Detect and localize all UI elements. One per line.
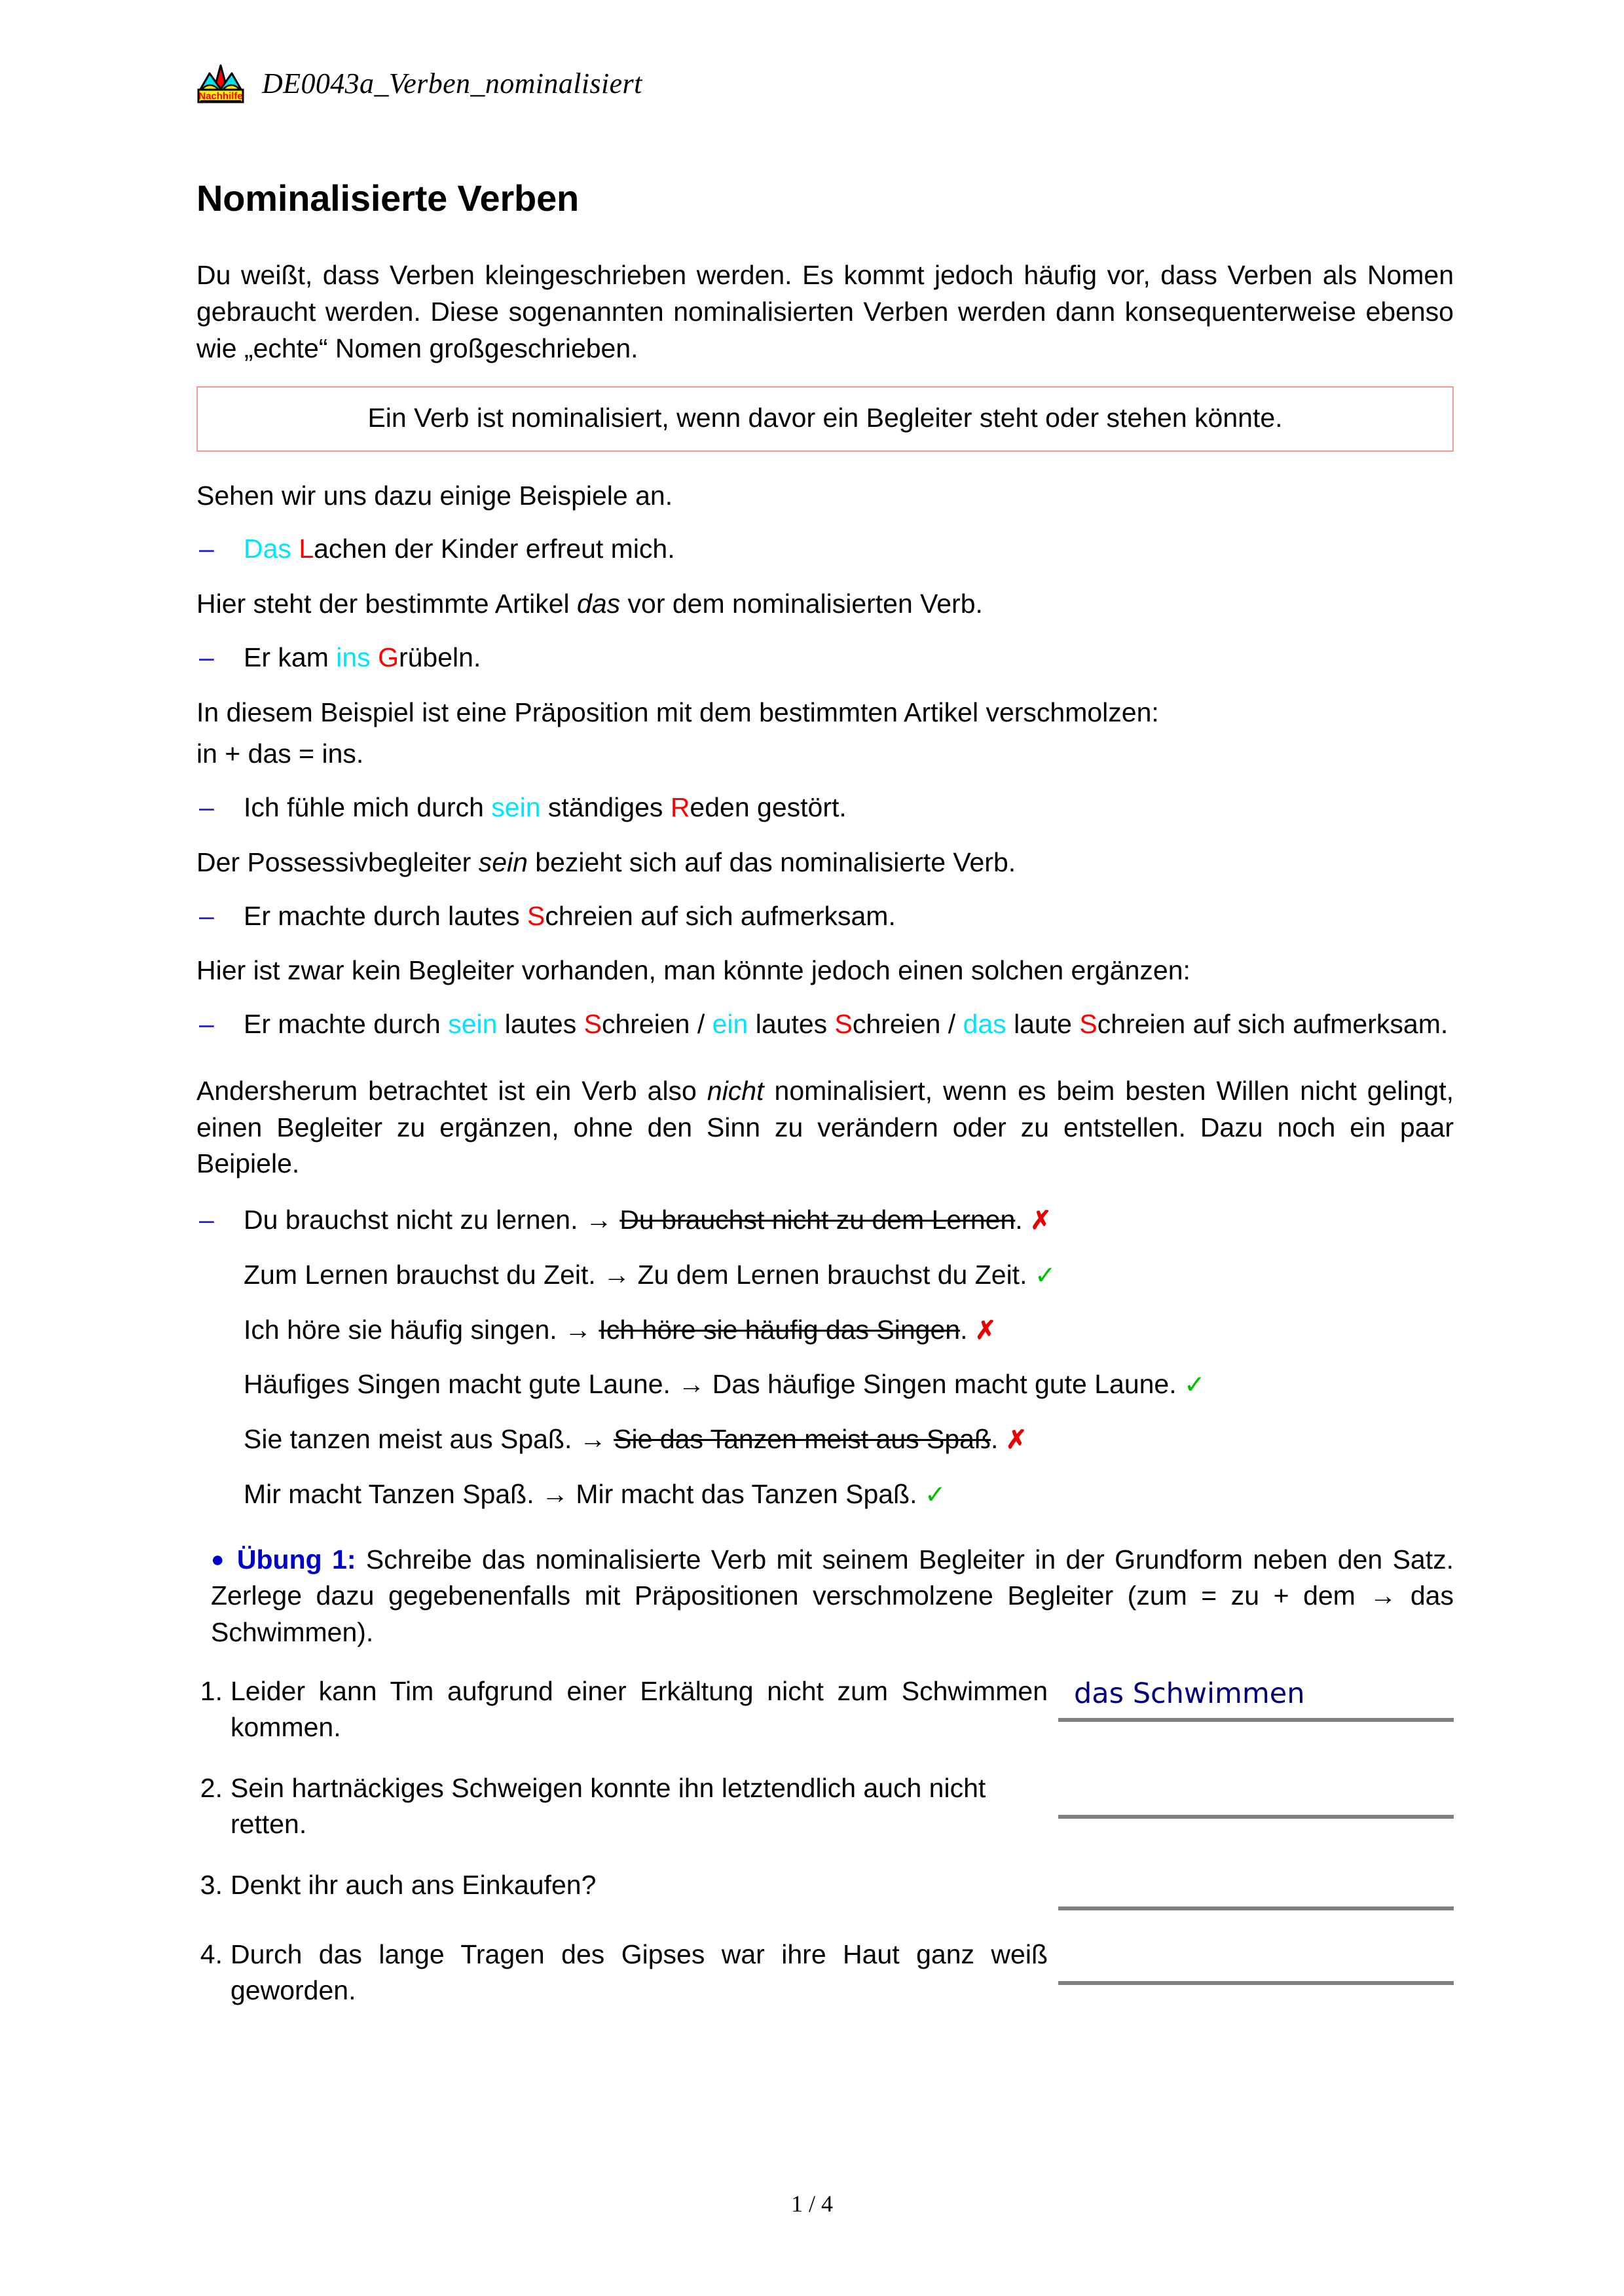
example-plain-part: eden gestört. [690, 792, 847, 823]
explanation-before: Der Possessivbegleiter [196, 847, 479, 877]
combined-part: Er machte durch [244, 1009, 449, 1040]
svg-text:Nachhilfe: Nachhilfe [198, 90, 243, 102]
exercise-number: 1. [200, 1675, 223, 1706]
counter-example-line [196, 1202, 1454, 1239]
check-icon: ✓ [1184, 1371, 1206, 1400]
explanation-before: Hier steht der bestimmte Artikel [196, 589, 578, 619]
exercise-number: 3. [200, 1869, 223, 1900]
exercise-list [196, 1673, 1454, 2014]
counter-target: Sie das Tanzen meist aus Spaß [614, 1424, 991, 1455]
combined-part: lautes [504, 1009, 584, 1040]
counter-intro-paragraph [196, 1073, 1454, 1182]
combined-part: lautes [755, 1009, 835, 1040]
explanation-line-1: In diesem Beispiel ist eine Präposition mit dem bestimmten Artikel verschmolzen: [196, 697, 1159, 727]
combined-part: das [963, 1009, 1014, 1040]
exercise-prompt [196, 1937, 1048, 2009]
counter-source: Sie tanzen meist aus Spaß. [244, 1424, 572, 1455]
arrow-icon: → [678, 1369, 705, 1400]
dash-bullet: – [199, 534, 214, 564]
answer-field[interactable] [1058, 1867, 1454, 1917]
cross-icon: ✗ [1005, 1426, 1027, 1455]
arrow-icon: → [542, 1478, 568, 1509]
example-colored-part: R [670, 792, 690, 823]
example-colored-part: S [526, 900, 545, 931]
answer-line [1058, 1718, 1454, 1722]
combined-part: S [583, 1009, 602, 1040]
answer-field[interactable] [1058, 1673, 1454, 1751]
example-plain-part: ständiges [547, 792, 671, 823]
exercise-number: 4. [200, 1939, 223, 1969]
example-plain-part: achen der Kinder erfreut mich. [314, 534, 675, 564]
combined-part: S [834, 1009, 853, 1040]
combined-part: sein [448, 1009, 505, 1040]
answer-line [1058, 1981, 1454, 1985]
rule-callout-box [196, 386, 1454, 451]
nachhilfe-logo-icon [196, 63, 245, 103]
exercise-sentence: Durch das lange Tragen des Gipses war ihre Haut ganz weiß geworden. [231, 1939, 1048, 2005]
example-plain-part: Er kam [244, 642, 337, 672]
explanation-italic: das [577, 589, 621, 619]
explanation-after: bezieht sich auf das nominalisierte Verb. [527, 847, 1016, 877]
counter-target-tail: . [1015, 1205, 1023, 1235]
counter-after: nominalisiert, wenn es beim besten Willen nicht gelingt, einen Begleiter zu ergänzen, ohne den Sinn zu verändern oder zu entstellen. Dazu noch ein paar Beipiele. [196, 1075, 1454, 1179]
exercise-row [196, 1770, 1454, 1848]
counter-example-line [196, 1476, 1454, 1513]
counter-example-line [196, 1312, 1454, 1349]
exercise-prompt [196, 1867, 1048, 1903]
exercise-row [196, 1937, 1454, 2014]
counter-source: Zum Lernen brauchst du Zeit. [244, 1259, 596, 1290]
example-plain-part: Er machte durch lautes [244, 900, 527, 931]
check-icon: ✓ [1034, 1261, 1056, 1290]
counter-target-tail: . [960, 1314, 968, 1345]
intro-paragraph: Du weißt, dass Verben kleingeschrieben werden. Es kommt jedoch häufig vor, dass Verben als Nomen gebraucht werden. Diese sogenannten nominalisierten Verben werden dann konsequenterweise ebenso wie „echte“ Nomen großgeschrieben. [196, 260, 1454, 363]
example-colored-part: ins [336, 642, 378, 672]
document-code: DE0043a_Verben_nominalisiert [262, 67, 642, 100]
examples-lead: Sehen wir uns dazu einige Beispiele an. [196, 480, 673, 511]
counter-target: Mir macht das Tanzen Spaß. [576, 1478, 917, 1509]
counter-target: Zu dem Lernen brauchst du Zeit. [637, 1259, 1027, 1290]
counter-source: Häufiges Singen macht gute Laune. [244, 1369, 671, 1400]
explanation-after: vor dem nominalisierten Verb. [620, 589, 983, 619]
answer-line [1058, 1815, 1454, 1819]
explanation-italic: sein [478, 847, 528, 877]
example-explanation-formula [196, 736, 1454, 773]
example-line [196, 790, 1454, 826]
example-colored-part: Das [244, 534, 299, 564]
example-plain-part: rübeln. [398, 642, 481, 672]
counter-target: Ich höre sie häufig das Singen [599, 1314, 961, 1345]
arrow-icon: → [579, 1424, 606, 1455]
combined-example-line [196, 1006, 1454, 1043]
combined-part: chreien / [852, 1009, 963, 1040]
counter-example-line [196, 1421, 1454, 1458]
counter-source: Ich höre sie häufig singen. [244, 1314, 557, 1345]
counter-source: Du brauchst nicht zu lernen. [244, 1205, 578, 1235]
counter-before: Andersherum betrachtet ist ein Verb also [196, 1075, 707, 1106]
dash-bullet: – [199, 792, 214, 823]
arrow-icon: → [564, 1314, 592, 1345]
exercise-sentence: Leider kann Tim aufgrund einer Erkältung nicht zum Schwimmen kommen. [231, 1675, 1048, 1742]
arrow-icon: → [585, 1205, 612, 1235]
example-explanation [196, 695, 1454, 731]
counter-source: Mir macht Tanzen Spaß. [244, 1478, 534, 1509]
combined-part: chreien / [601, 1009, 712, 1040]
example-colored-part: G [378, 642, 399, 672]
explanation-line-2: in + das = ins. [196, 738, 364, 769]
page-title: Nominalisierte Verben [196, 177, 580, 219]
counter-italic: nicht [707, 1075, 764, 1106]
dash-bullet: – [199, 1205, 214, 1235]
exercise-sentence: Sein hartnäckiges Schweigen konnte ihn letztendlich auch nicht retten. [231, 1772, 986, 1839]
rule-text: Ein Verb ist nominalisiert, wenn davor ein Begleiter steht oder stehen könnte. [367, 403, 1283, 433]
counter-target: Du brauchst nicht zu dem Lernen [619, 1205, 1016, 1235]
dash-bullet: – [199, 900, 214, 931]
dash-bullet: – [199, 1009, 214, 1040]
page-footer: 1 / 4 [790, 2191, 833, 2217]
dash-bullet: – [199, 642, 214, 672]
combined-part: S [1079, 1009, 1098, 1040]
exercise-row [196, 1673, 1454, 1751]
example-colored-part: L [299, 534, 314, 564]
combined-part: ein [712, 1009, 756, 1040]
arrow-icon: → [603, 1259, 631, 1290]
answer-line [1058, 1906, 1454, 1910]
example-line [196, 640, 1454, 676]
example-plain-part: Ich fühle mich durch [244, 792, 492, 823]
page-header [196, 63, 642, 103]
counter-example-line [196, 1257, 1454, 1294]
answer-text: das Schwimmen [1074, 1677, 1305, 1710]
answer-field[interactable] [1058, 1937, 1454, 2014]
counter-example-line [196, 1366, 1454, 1403]
example-explanation [196, 586, 1454, 623]
exercise-row [196, 1867, 1454, 1917]
exercise-heading: Übung 1: [236, 1544, 356, 1575]
example-explanation: Hier ist zwar kein Begleiter vorhanden, man könnte jedoch einen solchen ergänzen: [196, 955, 1190, 986]
example-explanation [196, 845, 1454, 881]
exercise-instruction-text: Schreibe das nominalisierte Verb mit seinem Begleiter in der Grundform neben den Satz. Zerlege dazu gegebenenfalls mit Präpositionen verschmolzene Begleiter (zum = zu + dem → das Schwimmen). [211, 1544, 1454, 1648]
example-colored-part: sein [491, 792, 548, 823]
counter-target-tail: . [991, 1424, 999, 1455]
check-icon: ✓ [924, 1480, 946, 1509]
exercise-prompt [196, 1673, 1048, 1745]
document-body [196, 177, 1454, 2033]
combined-part: chreien auf sich aufmerksam. [1097, 1009, 1449, 1040]
cross-icon: ✗ [974, 1316, 997, 1345]
example-line [196, 531, 1454, 568]
answer-field[interactable] [1058, 1770, 1454, 1848]
combined-part: laute [1014, 1009, 1080, 1040]
bullet-icon: ● [211, 1546, 227, 1572]
exercise-instruction [196, 1542, 1454, 1651]
exercise-sentence: Denkt ihr auch ans Einkaufen? [231, 1869, 597, 1900]
example-plain-part: chreien auf sich aufmerksam. [545, 900, 896, 931]
exercise-number: 2. [200, 1772, 223, 1803]
counter-target: Das häufige Singen macht gute Laune. [712, 1369, 1177, 1400]
exercise-prompt [196, 1770, 1048, 1842]
example-line [196, 898, 1454, 935]
cross-icon: ✗ [1030, 1207, 1052, 1235]
